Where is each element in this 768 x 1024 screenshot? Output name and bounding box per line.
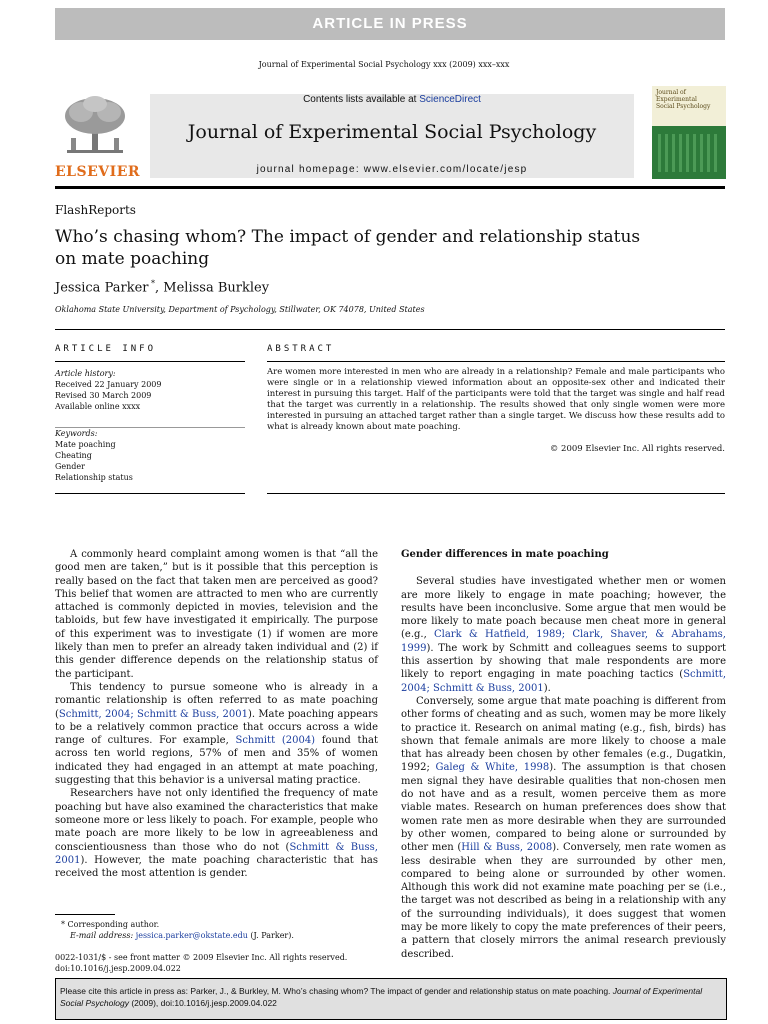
keyword: Cheating (55, 451, 92, 460)
issn-line: 0022-1031/$ - see front matter © 2009 Elsevier Inc. All rights reserved. (55, 953, 348, 962)
footnote: * Corresponding author. E-mail address: jessica.parker@okstate.edu (J. Parker). (55, 919, 294, 941)
paragraph: Conversely, some argue that mate poaching is different from other forms of cheating and as such, women may be more likely to practice it. Research on animal mating (e.g., fish, birds) has shown that female animals are more likely to choose a male that has already been chosen by other females (e.g., Dugatkin, 1992; Galeg & White, 1998). The assumption is that chosen men signal they have desirable qualities that non-chosen men do not have and as a result, women perceive them as more viable mates. Research on human preferences does show that women rate men as more desirable when they are surrounded by other women, compared to being alone or surrounded by other men (Hill & Buss, 2008). Conversely, men rate women as less desirable when they are surrounded by other men, compared to being alone or surrounded by other women. Although this work did not examine mate poaching per se (i.e., the target was not described as being in a relationship with any of the surrounding individuals), it does suggest that women may be more likely to copy the mate preferences of their peers, a pattern that closely mirrors the animal research previously described. (401, 695, 727, 960)
journal-cover-thumbnail (652, 86, 726, 179)
authors (55, 279, 269, 295)
cover-pattern (658, 134, 720, 172)
citation-journal: Journal of Experimental Social Psychology (60, 986, 703, 1008)
article-in-press-banner: ARTICLE IN PRESS (55, 8, 725, 40)
paragraph: This tendency to pursue someone who is already in a romantic relationship is often referred to as mate poaching (Schmitt, 2004; Schmitt & Buss, 2001). Mate poaching appears to be a relatively common practice that occurs across a wide range of cultures. For example, Schmitt (2004) found that across ten world regions, 57% of men and 35% of women indicated they had engaged in an attempt at mate poaching, suggesting that this behavior is a universal mating practice. (55, 681, 378, 787)
article-info-bottom-rule (55, 493, 245, 494)
reference-link[interactable]: Hill & Buss, 2008 (461, 842, 553, 854)
elsevier-tree-icon (59, 94, 131, 156)
cover-title: Journal of Experimental Social Psychology (656, 89, 711, 110)
doi-line[interactable]: doi:10.1016/j.jesp.2009.04.022 (55, 964, 181, 973)
contents-prefix: Contents lists available at (303, 94, 420, 105)
article-title: Who’s chasing whom? The impact of gender and relationship status on mate poaching (55, 227, 641, 269)
author-1[interactable]: Jessica Parker (55, 280, 149, 296)
header-rule (55, 186, 725, 189)
contents-line (150, 94, 634, 106)
article-info-rule (55, 361, 245, 362)
abstract-text: Are women more interested in men who are already in a relationship? Female and male participants who were single or in a relationship viewed information about an opposite-sex other and indicated their interest in pursuing this target. Half of the participants were told that the target was single and half read that the target was currently in a relationship. The results showed that only single women were more interested in pursuing an attached target rather than a single target. We discuss how these results add to what is already known about mate poaching. (267, 367, 725, 432)
email-link[interactable]: jessica.parker@okstate.edu (135, 931, 248, 940)
citation-box: Please cite this article in press as: Parker, J., & Burkley, M. Who’s chasing whom? The impact of gender and relationship status on mate poaching. Journal of Experimental Social Psychology (2009), doi:10.1016/j.jesp.2009.04.022 (55, 978, 727, 1020)
paragraph: A commonly heard complaint among women is that “all the good men are taken,” but is it possible that this perception is really based on the fact that taken men are perceived as good? This belief that women are attracted to men who are currently attached is commonly depicted in movies, television and the tabloids, but few have investigated it empirically. The purpose of this experiment was to investigate (1) if women are more likely than men to prefer an already taken individual and (2) if this gender difference depends on the relationship status of the participant. (55, 549, 378, 680)
reference-link[interactable]: Schmitt & Buss, 2001 (55, 841, 378, 866)
available-date: Available online xxxx (55, 402, 141, 411)
keywords: Keywords: Mate poaching Cheating Gender Relationship status (55, 429, 133, 482)
abstract-rule (267, 361, 725, 362)
journal-title: Journal of Experimental Social Psychology (187, 121, 597, 143)
footnote-rule (55, 914, 115, 915)
reference-link[interactable]: Schmitt (2004) (235, 735, 316, 747)
paragraph: Researchers have not only identified the frequency of mate poaching but have also examined the characteristics that make someone more or less likely to poach. For example, people who mate poach are more likely to be low in agreeableness and conscientiousness than those who do not (Schmitt & Buss, 2001). However, the mate poaching characteristic that has received the most attention is gender. (55, 788, 378, 880)
reference-link[interactable]: Clark & Hatfield, 1989; Clark, Shaver, & Abrahams, 1999 (401, 629, 726, 654)
affiliation: Oklahoma State University, Department of Psychology, Stillwater, OK 74078, United States (55, 305, 425, 314)
paragraph: Several studies have investigated whether men or women are more likely to engage in mate poaching; however, the results have been inconclusive. Some argue that men would be more likely to mate poach because men cheat more in general (e.g., Clark & Hatfield, 1989; Clark, Shaver, & Abrahams, 1999). The work by Schmitt and colleagues seems to support this assertion by showing that male respondents are more likely to report engaging in mate poaching tactics (Schmitt, 2004; Schmitt & Buss, 2001). (401, 576, 726, 694)
abstract-copyright: © 2009 Elsevier Inc. All rights reserved. (549, 444, 725, 454)
title-rule (55, 329, 725, 330)
elsevier-logo (55, 94, 141, 180)
abstract-heading: ABSTRACT (267, 344, 335, 354)
journal-homepage[interactable]: journal homepage: www.elsevier.com/locate/jesp (256, 164, 528, 175)
received-date: Received 22 January 2009 (55, 380, 162, 389)
body-left-column (55, 548, 378, 880)
abstract-bottom-rule (267, 493, 725, 494)
keyword: Gender (55, 462, 85, 471)
journal-citation-line: Journal of Experimental Social Psychology xxx (2009) xxx–xxx (258, 60, 510, 69)
author-2[interactable]: , Melissa Burkley (155, 280, 270, 296)
reference-link[interactable]: Galeg & White, 1998 (435, 762, 550, 774)
keyword: Relationship status (55, 473, 133, 482)
keyword: Mate poaching (55, 440, 116, 449)
sciencedirect-link[interactable]: ScienceDirect (419, 94, 481, 105)
publisher-name: ELSEVIER (55, 164, 141, 180)
issn-doi (55, 952, 347, 974)
body-right-column (401, 548, 726, 961)
section-heading: Gender differences in mate poaching (401, 549, 609, 560)
revised-date: Revised 30 March 2009 (55, 391, 152, 400)
article-info-heading: ARTICLE INFO (55, 344, 157, 354)
corresponding-mark[interactable]: * (148, 279, 156, 288)
reference-link[interactable]: Schmitt, 2004; Schmitt & Buss, 2001 (58, 708, 248, 720)
reference-link[interactable]: Schmitt, 2004; Schmitt & Buss, 2001 (401, 669, 726, 694)
corresponding-author-note: * Corresponding author. (61, 920, 160, 929)
section-label: FlashReports (55, 203, 136, 217)
article-history: Article history: Received 22 January 2009 Revised 30 March 2009 Available online xxxx (55, 369, 162, 411)
